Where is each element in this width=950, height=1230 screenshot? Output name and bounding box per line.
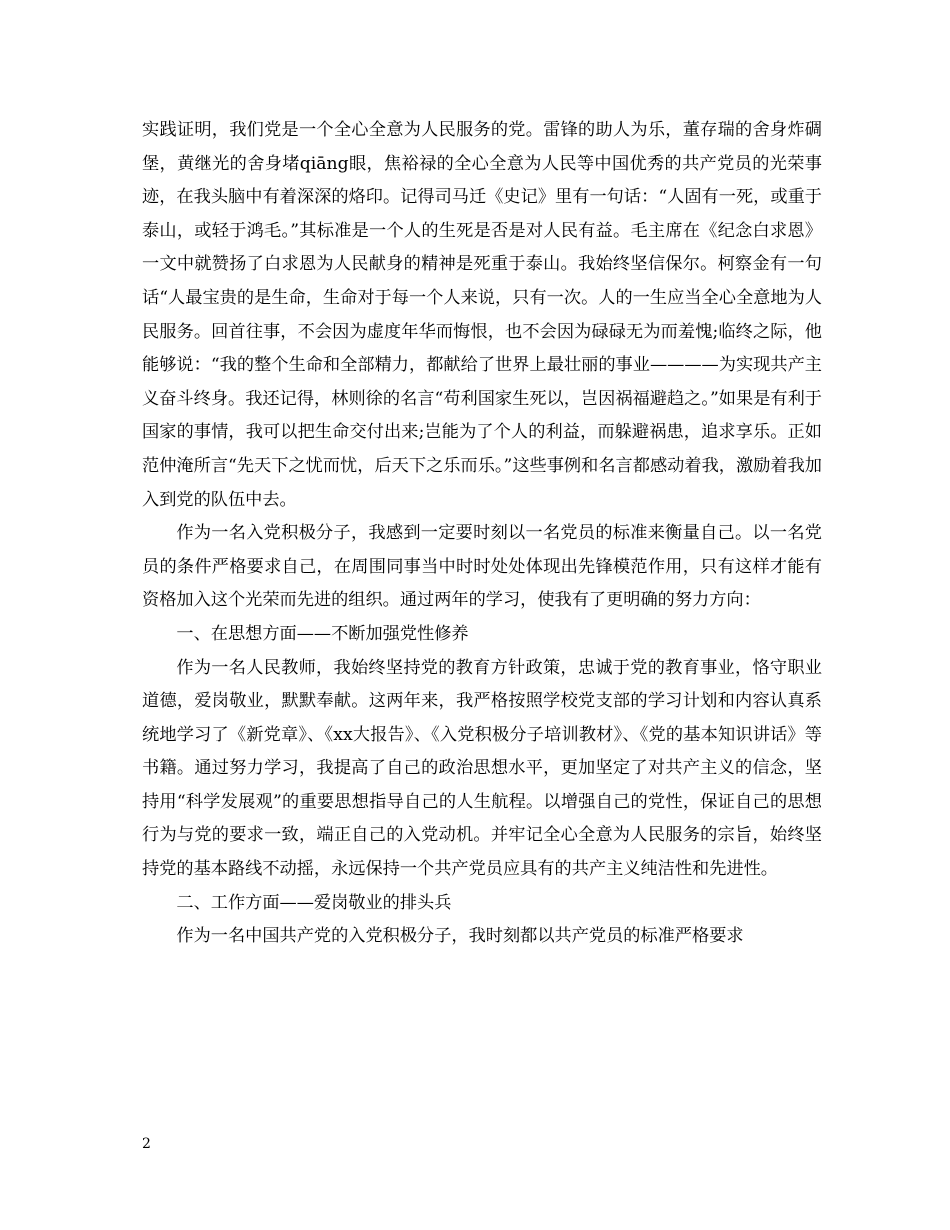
section-heading-1: 一、在思想方面——不断加强党性修养 [176,623,469,644]
section-heading-2: 二、工作方面——爱岗敬业的排头兵 [176,892,452,913]
page-number: 2 [142,1136,151,1152]
paragraph-2: 作为一名入党积极分子，我感到一定要时刻以一名党员的标准来衡量自己。以一名党员的条件严格要求自己，在周围同事当中时时处处体现出先锋模范作用，只有这样才能有资格加入这个光荣而先进的组织。通过两年的学习，使我有了更明确的努力方向： [142,523,822,611]
document-body [142,114,822,954]
paragraph-1: 实践证明，我们党是一个全心全意为人民服务的党。雷锋的助人为乐，董存瑞的舍身炸碉堡，黄继光的舍身堵qiāng眼，焦裕禄的全心全意为人民等中国优秀的共产党员的光荣事迹，在我头脑中有着深深的烙印。记得司马迁《史记》里有一句话：“人固有一死，或重于泰山，或轻于鸿毛。”其标准是一个人的生死是否是对人民有益。毛主席在《纪念白求恩》一文中就赞扬了白求恩为人民献身的精神是死重于泰山。我始终坚信保尔。柯察金有一句话“人最宝贵的是生命，生命对于每一个人来说，只有一次。人的一生应当全心全意地为人民服务。回首往事，不会因为虚度年华而悔恨，也不会因为碌碌无为而羞愧;临终之际，他能够说：“我的整个生命和全部精力，都献给了世界上最壮丽的事业————为实现共产主义奋斗终身。我还记得，林则徐的名言“苟利国家生死以，岂因祸福避趋之。”如果是有利于国家的事情，我可以把生命交付出来;岂能为了个人的利益，而躲避祸患，追求享乐。正如范仲淹所言“先天下之忧而忧，后天下之乐而乐。”这些事例和名言都感动着我，激励着我加入到党的队伍中去。 [142,120,822,510]
paragraph-4: 作为一名中国共产党的入党积极分子，我时刻都以共产党员的标准严格要求 [176,926,744,947]
paragraph-3: 作为一名人民教师，我始终坚持党的教育方针政策，忠诚于党的教育事业，恪守职业道德，爱岗敬业，默默奉献。这两年来，我严格按照学校党支部的学习计划和内容认真系统地学习了《新党章》、《xx大报告》、《入党积极分子培训教材》、《党的基本知识讲话》等书籍。通过努力学习，我提高了自己的政治思想水平，更加坚定了对共产主义的信念，坚持用“科学发展观”的重要思想指导自己的人生航程。以增强自己的党性，保证自己的思想行为与党的要求一致，端正自己的入党动机。并牢记全心全意为人民服务的宗旨，始终坚持党的基本路线不动摇，永远保持一个共产党员应具有的共产主义纯洁性和先进性。 [142,657,822,880]
